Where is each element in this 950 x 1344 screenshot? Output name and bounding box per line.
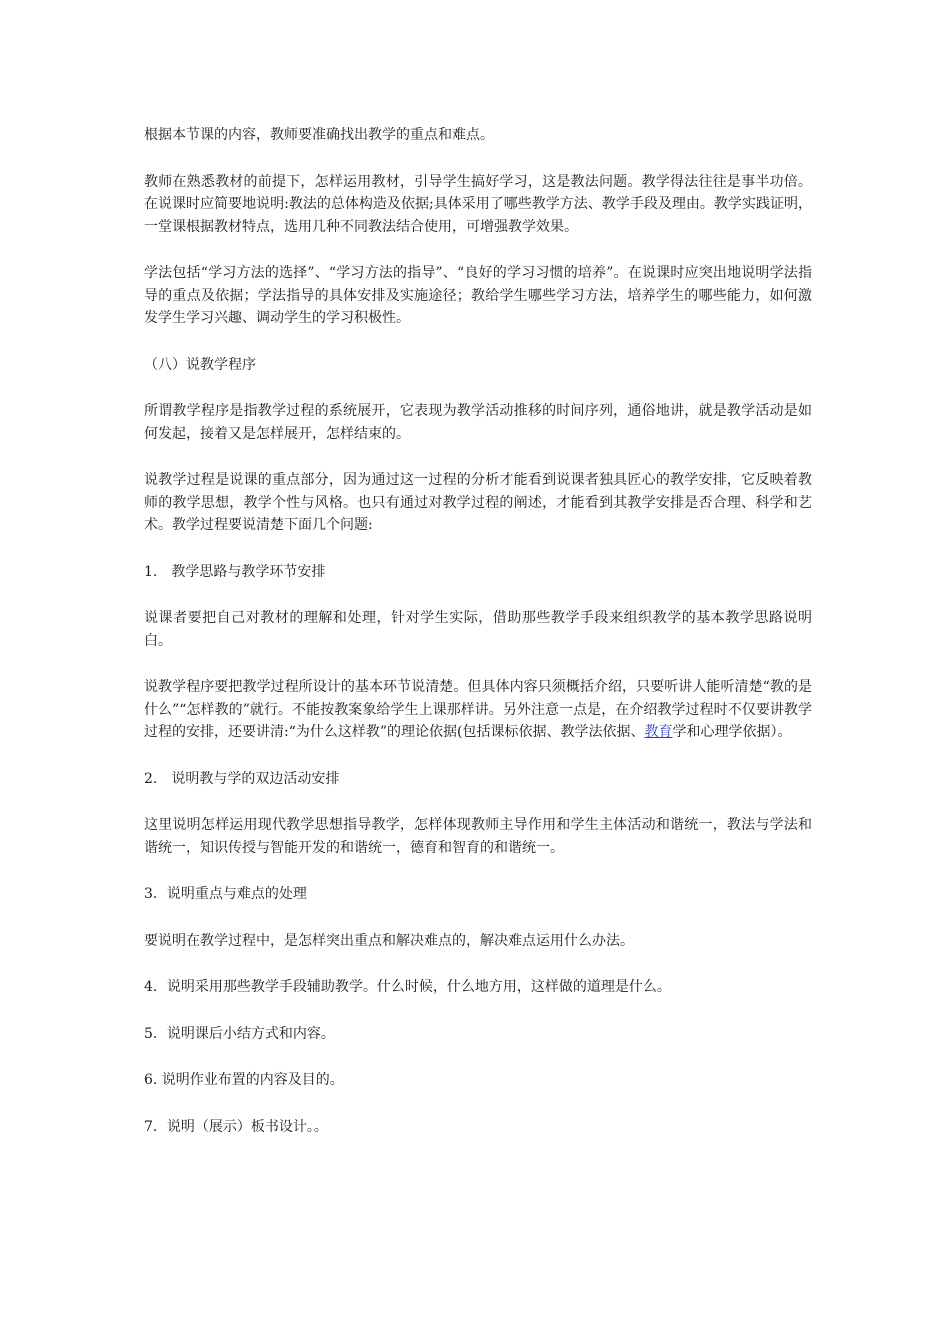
paragraph-basic-steps-text: 说教学程序要把教学过程所设计的基本环节说清楚。但具体内容只须概括介绍，只要听讲人能听清楚“教的是什么”“怎样教的”就行。不能按教案象给学生上课那样讲。另外注意一点是，在介绍教学过程时不仅要讲教学过程的安排，还要讲清:“为什么这样教”的理论依据(包括课标依据、教学法依据、 bbox=[144, 679, 812, 740]
subheading-2: 2. 说明教与学的双边活动安排 bbox=[144, 770, 340, 787]
education-link[interactable]: 教育 bbox=[644, 724, 673, 740]
paragraph-key-points: 根据本节课的内容，教师要准确找出教学的重点和难点。 bbox=[144, 127, 494, 143]
document-page bbox=[144, 124, 812, 1162]
item-4: 4．说明采用那些教学手段辅助教学。什么时候，什么地方用，这样做的道理是什么。 bbox=[144, 979, 671, 995]
paragraph-teaching-procedure: 所谓教学程序是指教学过程的系统展开，它表现为教学活动推移的时间序列，通俗地讲，就是教学活动是如何发起，接着又是怎样展开，怎样结束的。 bbox=[144, 403, 812, 442]
item-6: 6. 说明作业布置的内容及目的。 bbox=[144, 1072, 344, 1088]
subheading-1: 1. 教学思路与教学环节安排 bbox=[144, 563, 326, 580]
section-heading-8: （八）说教学程序 bbox=[144, 356, 256, 373]
paragraph-teaching-method: 教师在熟悉教材的前提下，怎样运用教材，引导学生搞好学习，这是教法问题。教学得法往往是事半功倍。在说课时应简要地说明:教法的总体构造及依据;具体采用了哪些教学方法、教学手段及理由。教学实践证明，一堂课根据教材特点，选用几种不同教法结合使用，可增强教学效果。 bbox=[144, 173, 812, 235]
paragraph-bilateral-activities: 这里说明怎样运用现代教学思想指导教学，怎样体现教师主导作用和学生主体活动和谐统一，教法与学法和谐统一，知识传授与智能开发的和谐统一，德育和智育的和谐统一。 bbox=[144, 817, 812, 856]
paragraph-teaching-ideas: 说课者要把自己对教材的理解和处理，针对学生实际，借助那些教学手段来组织教学的基本教学思路说明白。 bbox=[144, 610, 812, 649]
item-7: 7．说明（展示）板书设计。。 bbox=[144, 1118, 328, 1135]
item-5: 5．说明课后小结方式和内容。 bbox=[144, 1025, 335, 1042]
paragraph-learning-method: 学法包括“学习方法的选择”、“学习方法的指导”、“良好的学习习惯的培养”。在说课时应突出地说明学法指导的重点及依据；学法指导的具体安排及实施途径；教给学生哪些学习方法，培养学生的哪些能力，如何激发学生学习兴趣、调动学生的学习积极性。 bbox=[144, 265, 812, 326]
paragraph-basic-steps-tail: 学和心理学依据）。 bbox=[672, 724, 792, 740]
subheading-3: 3．说明重点与难点的处理 bbox=[144, 886, 307, 902]
paragraph-difficulties: 要说明在教学过程中，是怎样突出重点和解决难点的，解决难点运用什么办法。 bbox=[144, 932, 634, 949]
paragraph-basic-steps bbox=[144, 676, 812, 744]
paragraph-teaching-process: 说教学过程是说课的重点部分，因为通过这一过程的分析才能看到说课者独具匠心的教学安排，它反映着教师的教学思想，教学个性与风格。也只有通过对教学过程的阐述，才能看到其教学安排是否合理、科学和艺术。教学过程要说清楚下面几个问题: bbox=[144, 472, 812, 533]
